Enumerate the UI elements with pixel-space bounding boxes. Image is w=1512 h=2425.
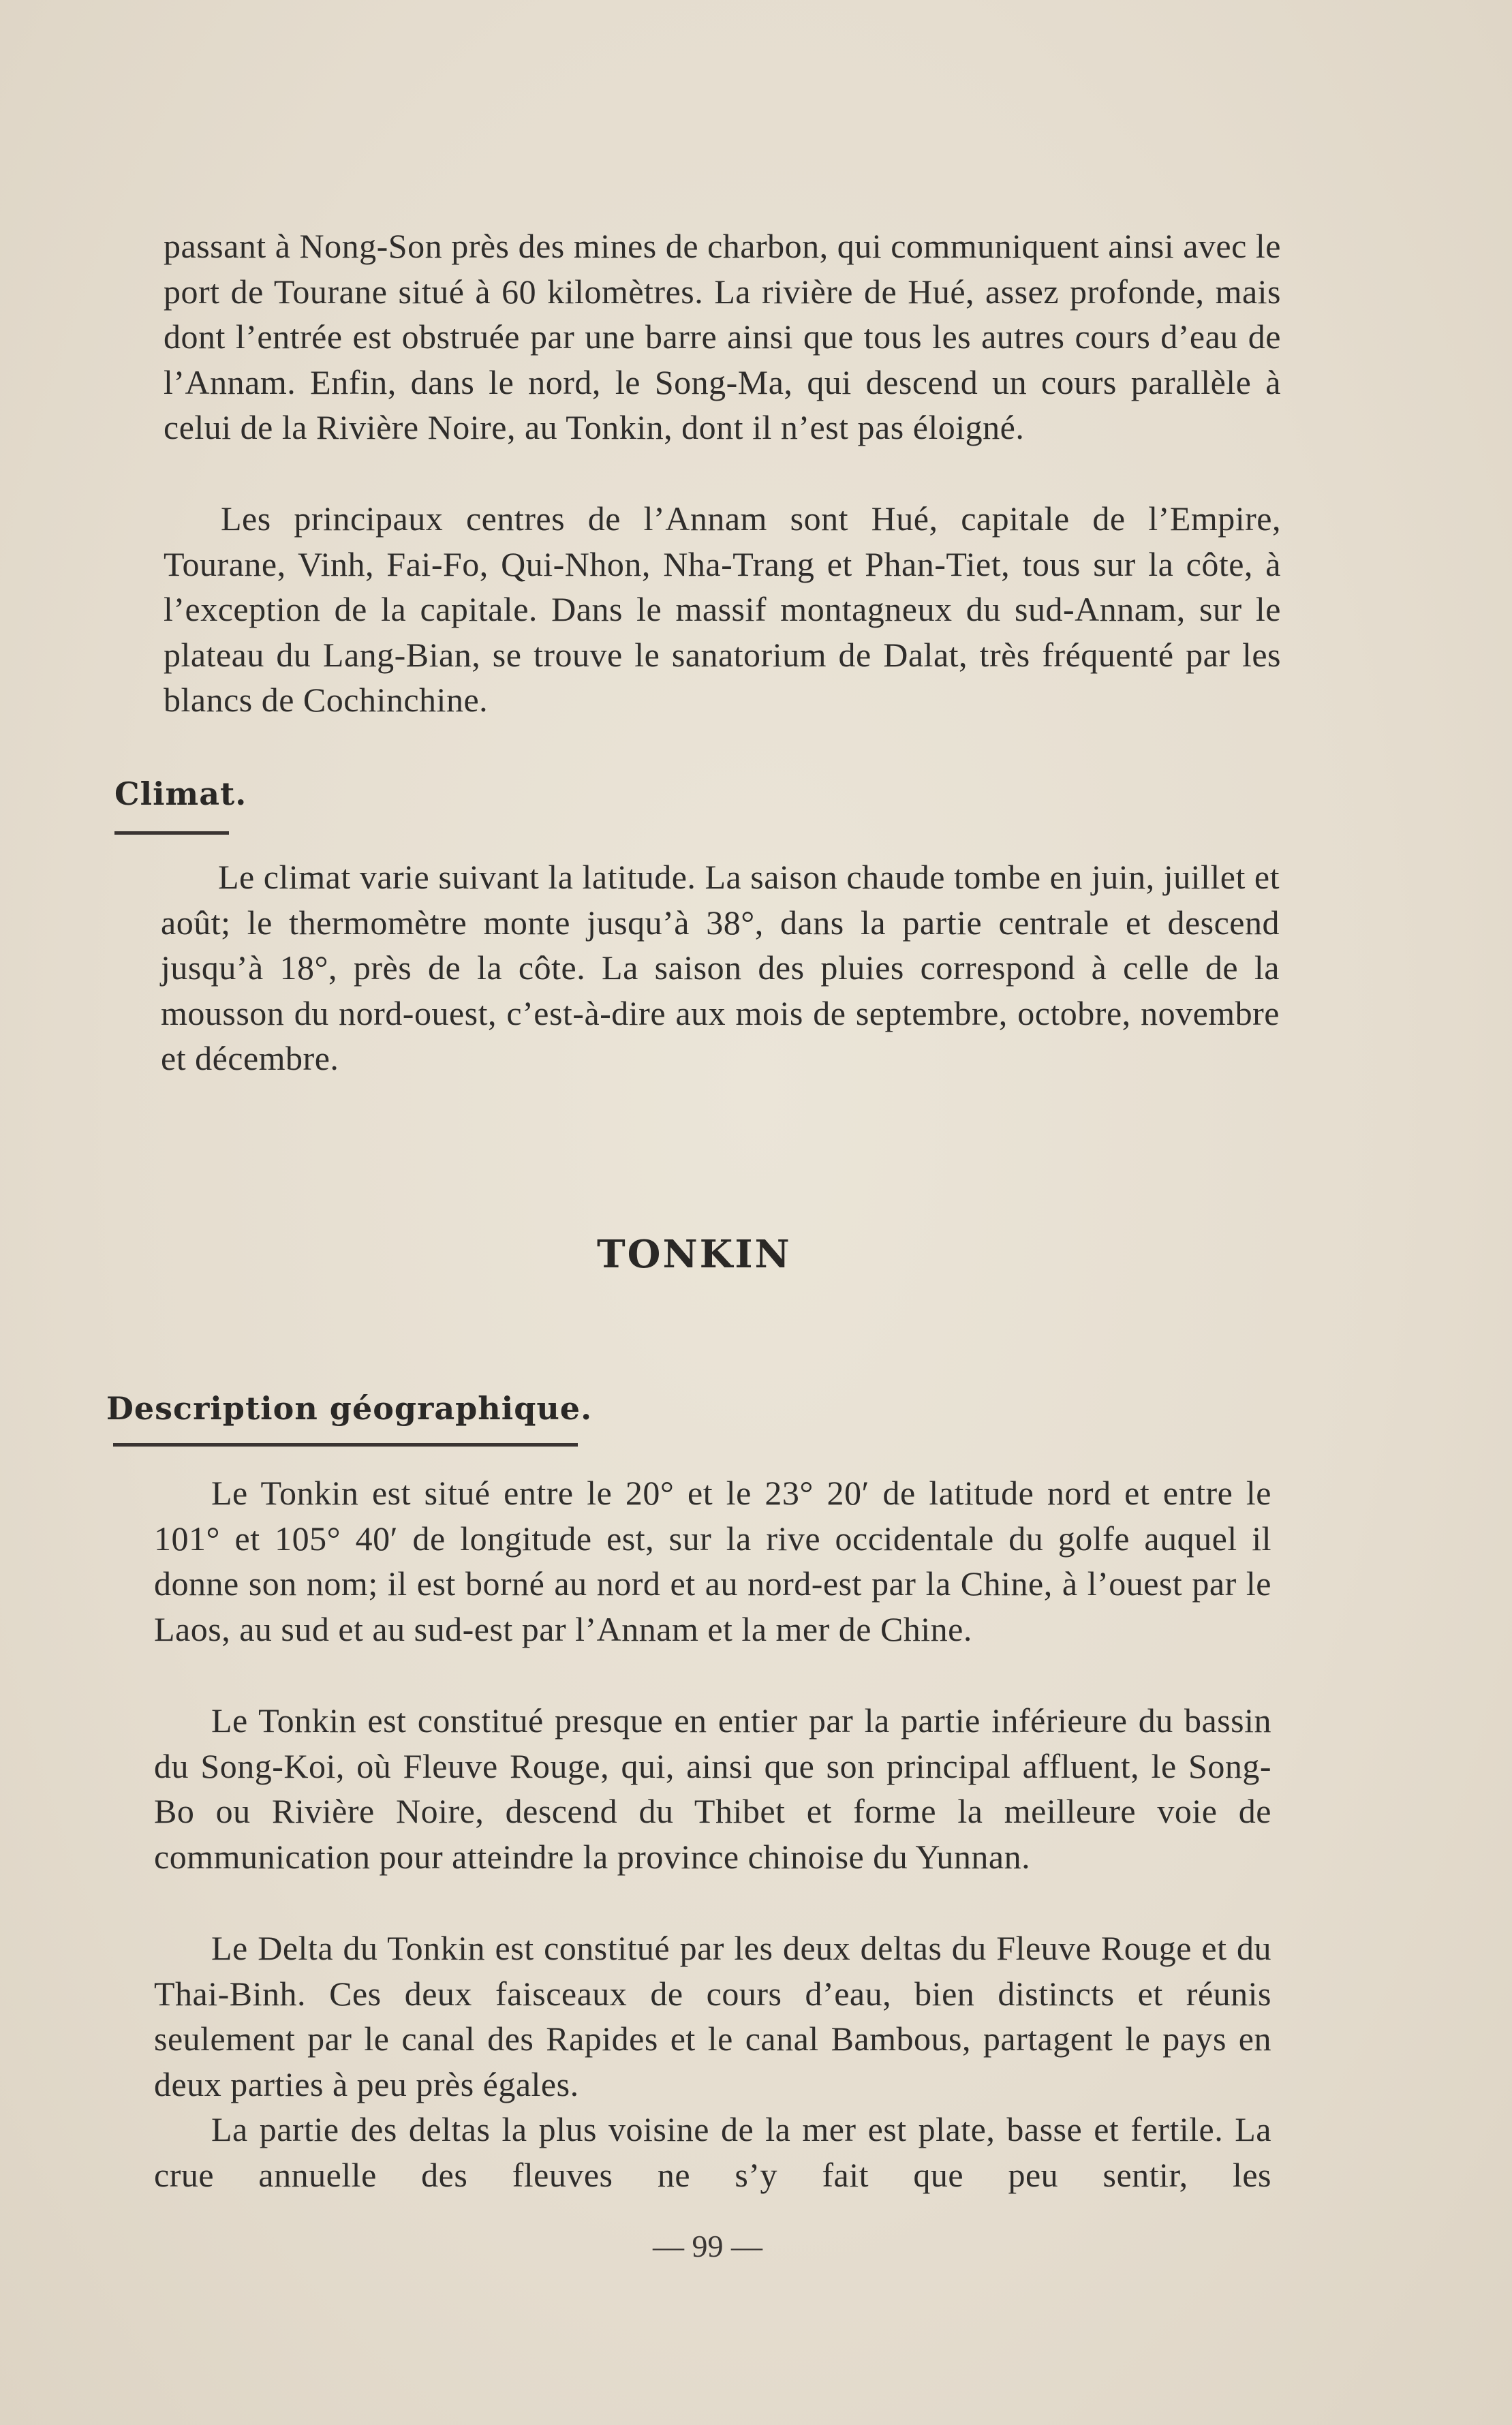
tonkin-paragraph-delta: Le Delta du Tonkin est constitué par les deux deltas du Fleuve Rouge et du Thai-Binh. Ces deux faisceaux de cours d’eau, bien distincts et réunis seulement par le canal des Rapides et le canal Bambous, partagent le pays en deux parties à peu près égales. [154, 1929, 1271, 2103]
annam-paragraph-continued: passant à Nong-Son près des mines de charbon, qui communiquent ainsi avec le port de Tourane situé à 60 kilomètres. La rivière de Hué, assez profonde, mais dont l’entrée est obstruée par une barre ainsi que tous les autres cours d’eau de l’Annam. Enfin, dans le nord, le Song-Ma, qui descend un cours parallèle à celui de la Rivière Noire, au Tonkin, dont il n’est pas éloigné. [164, 227, 1281, 447]
tonkin-paragraph-situation: Le Tonkin est situé entre le 20° et le 23° 20′ de latitude nord et entre le 101° et 105° 40′ de longitude est, sur la rive occidentale du golfe auquel il donne son nom; il est borné au nord et au nord-est par la Chine, à l’ouest par le Laos, au sud et au sud-est par l’Annam et la mer de Chine. [154, 1474, 1271, 1648]
annam-paragraph-centres: Les principaux centres de l’Annam sont Hué, capitale de l’Empire, Tourane, Vinh, Fai-Fo, Qui-Nhon, Nha-Trang et Phan-Tiet, tous sur la côte, à l’exception de la capitale. Dans le massif montagneux du sud-Annam, sur le plateau du Lang-Bian, se trouve le sanatorium de Dalat, très fréquenté par les blancs de Cochinchine. [164, 499, 1281, 720]
page-number: — 99 — [653, 2229, 762, 2264]
tonkin-paragraph-deltas-plaine: La partie des deltas la plus voisine de la mer est plate, basse et fertile. La crue annuelle des fleuves ne s’y fait que peu sentir, les [154, 2110, 1271, 2194]
tonkin-paragraph-bassin: Le Tonkin est constitué presque en entier par la partie inférieure du bassin du Song-Koi, où Fleuve Rouge, qui, ainsi que son principal affluent, le Song-Bo ou Rivière Noire, descend du Thibet et forme la meilleure voie de communication pour atteindre la province chinoise du Yunnan. [154, 1701, 1271, 1876]
tonkin-title: TONKIN [597, 1232, 792, 1277]
description-geographique-heading: Description géographique. [106, 1390, 593, 1427]
climat-heading: Climat. [114, 775, 247, 812]
climat-paragraph: Le climat varie suivant la latitude. La saison chaude tombe en juin, juillet et août; le thermomètre monte jusqu’à 38°, dans la partie centrale et descend jusqu’à 18°, près de la côte. La saison des pluies correspond à celle de la mousson du nord-ouest, c’est-à-dire aux mois de septembre, octobre, novembre et décembre. [161, 858, 1280, 1078]
climat-underline [114, 831, 229, 835]
description-geographique-underline [113, 1443, 578, 1447]
